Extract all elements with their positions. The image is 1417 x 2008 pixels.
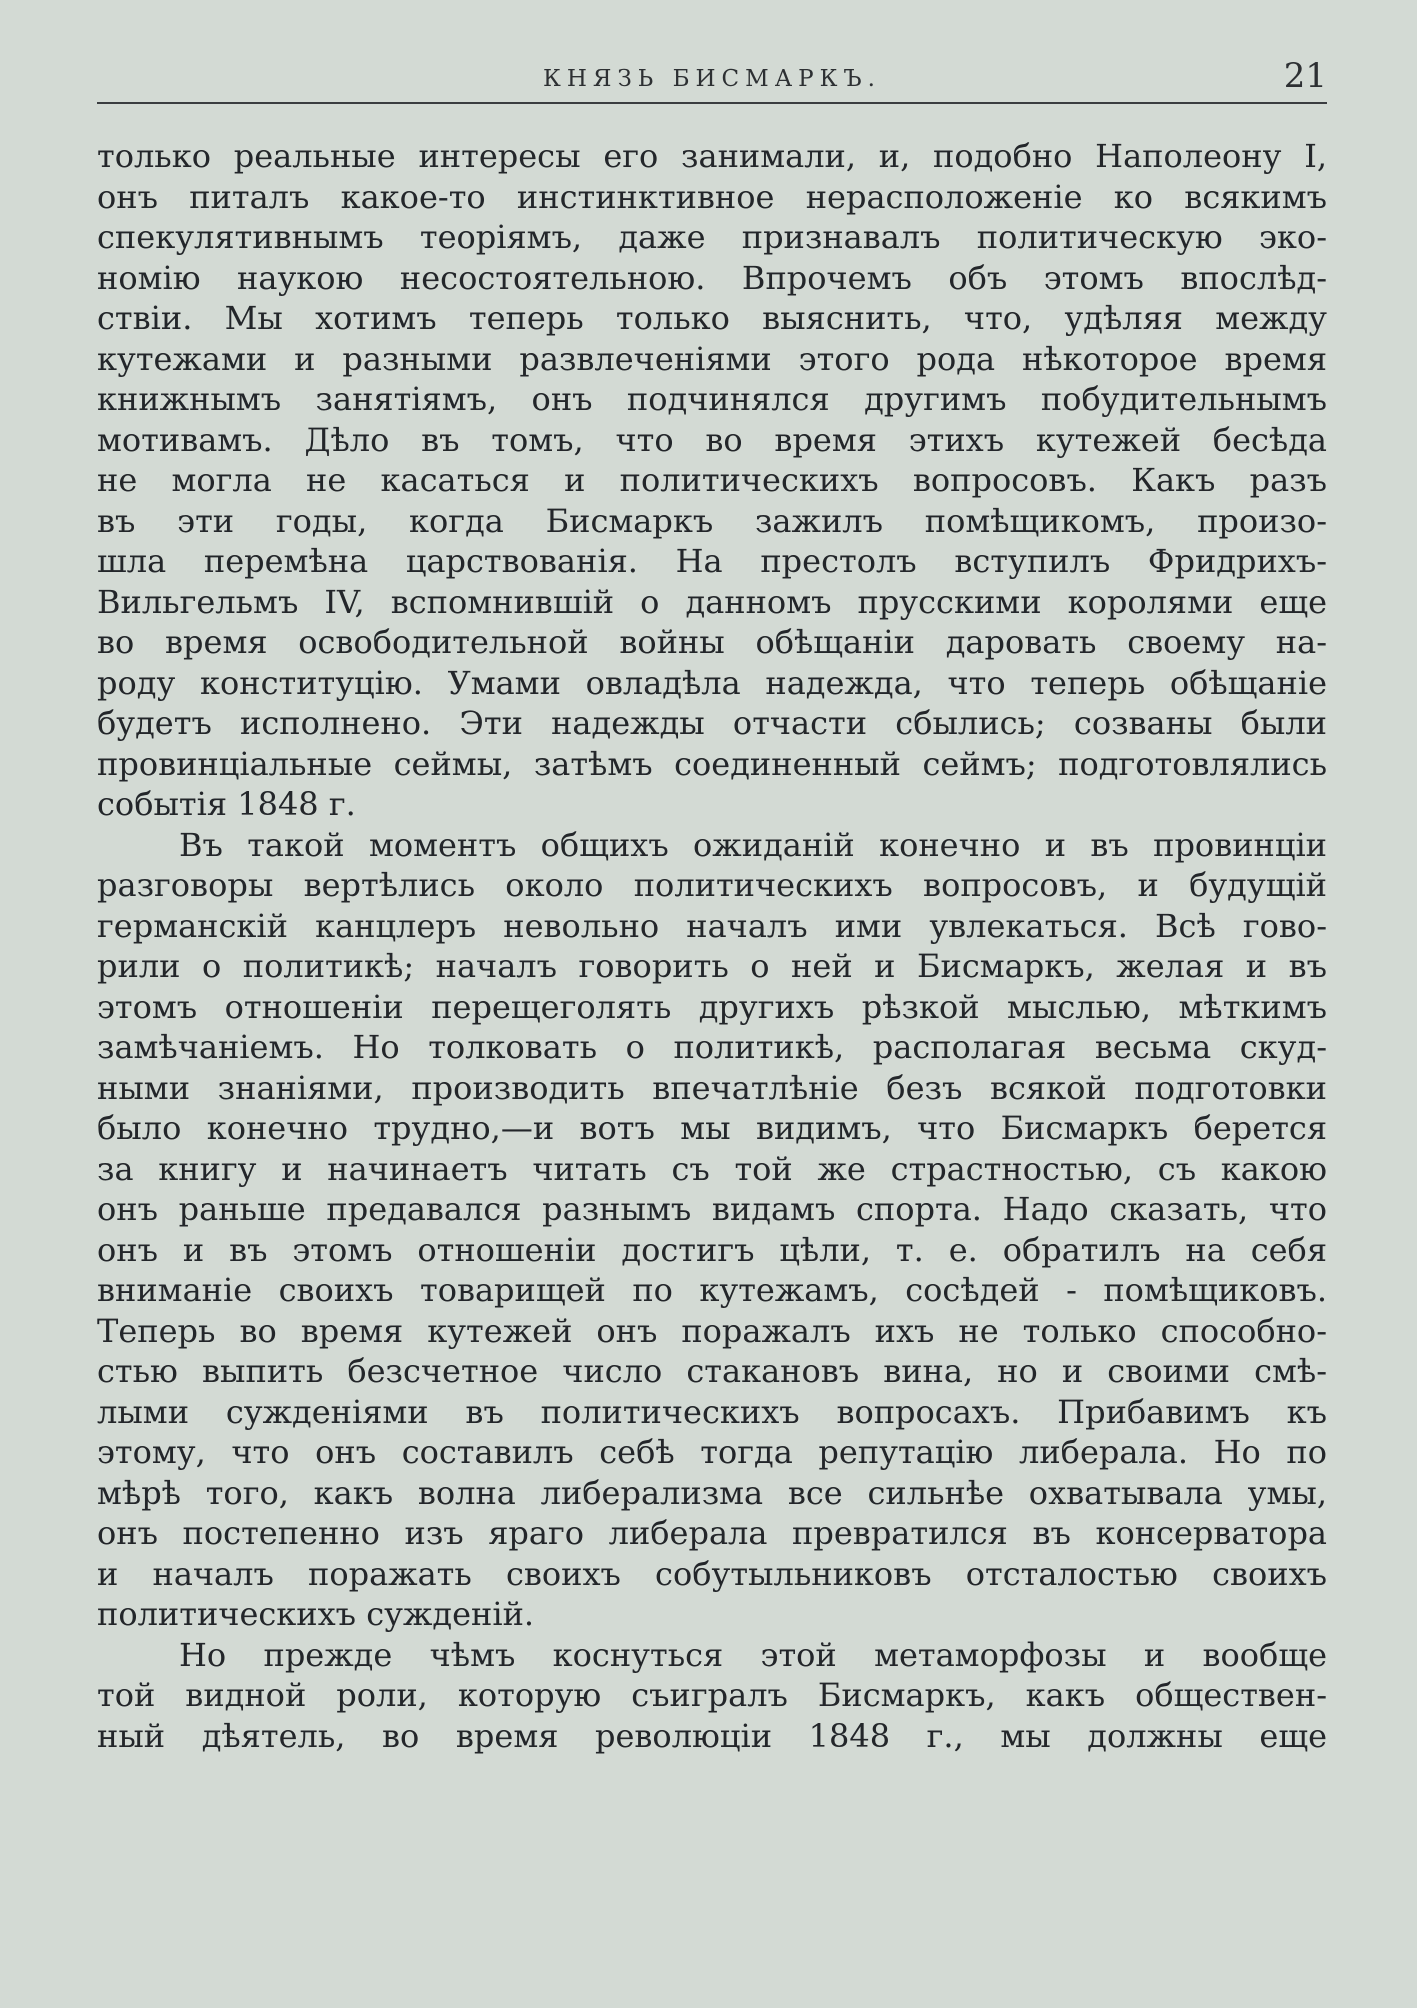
text-line: разговоры вертѣлись около политическихъ вопросовъ, и будущій <box>97 866 1327 904</box>
text-line: мотивамъ. Дѣло въ томъ, что во время этихъ кутежей бесѣда <box>97 420 1327 459</box>
text-line: во время освободительной войны обѣщаніи даровать своему на- <box>97 623 1327 661</box>
text-line: этому, что онъ составилъ себѣ тогда репутацію либерала. Но по <box>97 1433 1327 1471</box>
text-line: германскій канцлеръ невольно началъ ими увлекаться. Всѣ гово- <box>97 906 1327 945</box>
text-line: номію наукою несостоятельною. Впрочемъ объ этомъ впослѣд- <box>97 258 1327 297</box>
text-line: вниманіе своихъ товарищей по кутежамъ, сосѣдей - помѣщиковъ. <box>97 1271 1327 1309</box>
text-line: лыми сужденіями въ политическихъ вопросахъ. Прибавимъ къ <box>97 1392 1327 1431</box>
text-line: спекулятивнымъ теоріямъ, даже признавалъ политическую эко- <box>97 218 1327 256</box>
text-line: стью выпить безсчетное число стакановъ вина, но и своими смѣ- <box>97 1352 1327 1390</box>
page-header <box>97 56 1327 104</box>
text-line: и началъ поражать своихъ собутыльниковъ отсталостью своихъ <box>97 1554 1327 1593</box>
text-line: книжнымъ занятіямъ, онъ подчинялся другимъ побудительнымъ <box>97 380 1327 418</box>
text-line: онъ постепенно изъ яраго либерала превратился въ консерватора <box>97 1514 1327 1552</box>
text-line: было конечно трудно,—и вотъ мы видимъ, что Бисмаркъ берется <box>97 1109 1327 1147</box>
paragraph-first-line: Въ такой моментъ общихъ ожиданій конечно и въ провинціи <box>179 825 1327 864</box>
text-line: только реальные интересы его занимали, и, подобно Наполеону I, <box>97 137 1327 175</box>
text-line: онъ и въ этомъ отношеніи достигъ цѣли, т. е. обратилъ на себя <box>97 1230 1327 1269</box>
paragraph-end-line: политическихъ сужденій. <box>97 1595 535 1633</box>
text-line: не могла не касаться и политическихъ вопросовъ. Какъ разъ <box>97 461 1327 499</box>
text-line: роду конституцію. Умами овладѣла надежда, что теперь обѣщаніе <box>97 663 1327 702</box>
text-line: будетъ исполнено. Эти надежды отчасти сбылись; созваны были <box>97 704 1327 742</box>
text-line: онъ раньше предавался разнымъ видамъ спорта. Надо сказать, что <box>97 1190 1327 1228</box>
paragraph-end-line: событія 1848 г. <box>97 785 356 823</box>
text-line: ный дѣятель, во время революціи 1848 г., мы должны еще <box>97 1716 1327 1755</box>
text-line: онъ питалъ какое-то инстинктивное нерасположеніе ко всякимъ <box>97 177 1327 216</box>
text-line: ствіи. Мы хотимъ теперь только выяснить, что, удѣляя между <box>97 299 1327 337</box>
text-line: этомъ отношеніи перещеголять другихъ рѣзкой мыслью, мѣткимъ <box>97 987 1327 1026</box>
text-line: Вильгельмъ IV, вспомнившій о данномъ прусскими королями еще <box>97 582 1327 621</box>
page-number: 21 <box>1283 56 1327 96</box>
text-line: за книгу и начинаетъ читать съ той же страстностью, съ какою <box>97 1149 1327 1188</box>
text-line: рили о политикѣ; началъ говорить о ней и Бисмаркъ, желая и въ <box>97 947 1327 985</box>
text-line: мѣрѣ того, какъ волна либерализма все сильнѣе охватывала умы, <box>97 1473 1327 1512</box>
paragraph-first-line: Но прежде чѣмъ коснуться этой метаморфозы и вообще <box>179 1635 1327 1674</box>
text-line: Теперь во время кутежей онъ поражалъ ихъ не только способно- <box>97 1311 1327 1350</box>
running-title: КНЯЗЬ БИСМАРКЪ. <box>543 66 881 92</box>
text-line: замѣчаніемъ. Но толковать о политикѣ, располагая весьма скуд- <box>97 1028 1327 1066</box>
text-line: той видной роли, которую съигралъ Бисмаркъ, какъ обществен- <box>97 1676 1327 1714</box>
text-line: кутежами и разными развлеченіями этого рода нѣкоторое время <box>97 339 1327 378</box>
page-body <box>97 136 1327 1756</box>
text-line: шла перемѣна царствованія. На престолъ вступилъ Фридрихъ- <box>97 542 1327 580</box>
text-line: провинціальные сеймы, затѣмъ соединенный сеймъ; подготовлялись <box>97 744 1327 783</box>
text-line: въ эти годы, когда Бисмаркъ зажилъ помѣщикомъ, произо- <box>97 501 1327 540</box>
text-line: ными знаніями, производить впечатлѣніе безъ всякой подготовки <box>97 1068 1327 1107</box>
